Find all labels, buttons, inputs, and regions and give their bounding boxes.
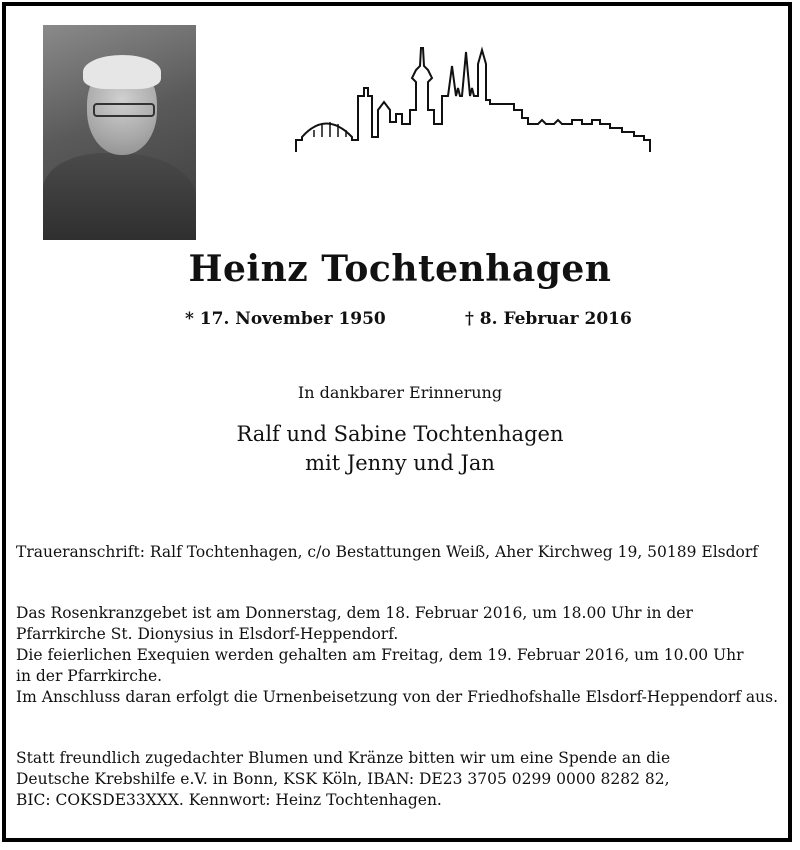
- birth-date: * 17. November 1950: [185, 309, 386, 329]
- service-line: Im Anschluss daran erfolgt die Urnenbeisetzung von der Friedhofshalle Elsdorf-Heppendorf aus.: [16, 688, 779, 706]
- memorial-heading: In dankbarer Erinnerung: [297, 383, 503, 402]
- service-line: Das Rosenkranzgebet ist am Donnerstag, dem 18. Februar 2016, um 18.00 Uhr in der: [16, 604, 693, 622]
- service-line: Die feierlichen Exequien werden gehalten am Freitag, dem 19. Februar 2016, um 10.00 Uhr: [16, 646, 744, 664]
- family-line: mit Jenny und Jan: [305, 451, 495, 475]
- photo-shirt: [43, 153, 196, 240]
- photo-glasses: [93, 103, 155, 117]
- service-details: [16, 603, 778, 708]
- portrait-photo: [43, 25, 196, 240]
- service-line: Pfarrkirche St. Dionysius in Elsdorf-Heppendorf.: [16, 625, 399, 643]
- family-names: [0, 420, 800, 478]
- cologne-skyline-icon: [292, 40, 658, 155]
- deceased-name: Heinz Tochtenhagen: [188, 248, 612, 290]
- donation-line: Deutsche Krebshilfe e.V. in Bonn, KSK Köln, IBAN: DE23 3705 0299 0000 8282 82,: [16, 770, 670, 788]
- service-line: in der Pfarrkirche.: [16, 667, 163, 685]
- family-line: Ralf und Sabine Tochtenhagen: [236, 422, 564, 446]
- mourning-address: Traueranschrift: Ralf Tochtenhagen, c/o Bestattungen Weiß, Aher Kirchweg 19, 50189 Elsdorf: [16, 543, 759, 561]
- donation-line: Statt freundlich zugedachter Blumen und Kränze bitten wir um eine Spende an die: [16, 749, 671, 767]
- death-date: † 8. Februar 2016: [465, 309, 632, 329]
- donation-line: BIC: COKSDE33XXX. Kennwort: Heinz Tochtenhagen.: [16, 791, 442, 809]
- photo-hair: [83, 55, 161, 89]
- donation-details: [16, 748, 670, 811]
